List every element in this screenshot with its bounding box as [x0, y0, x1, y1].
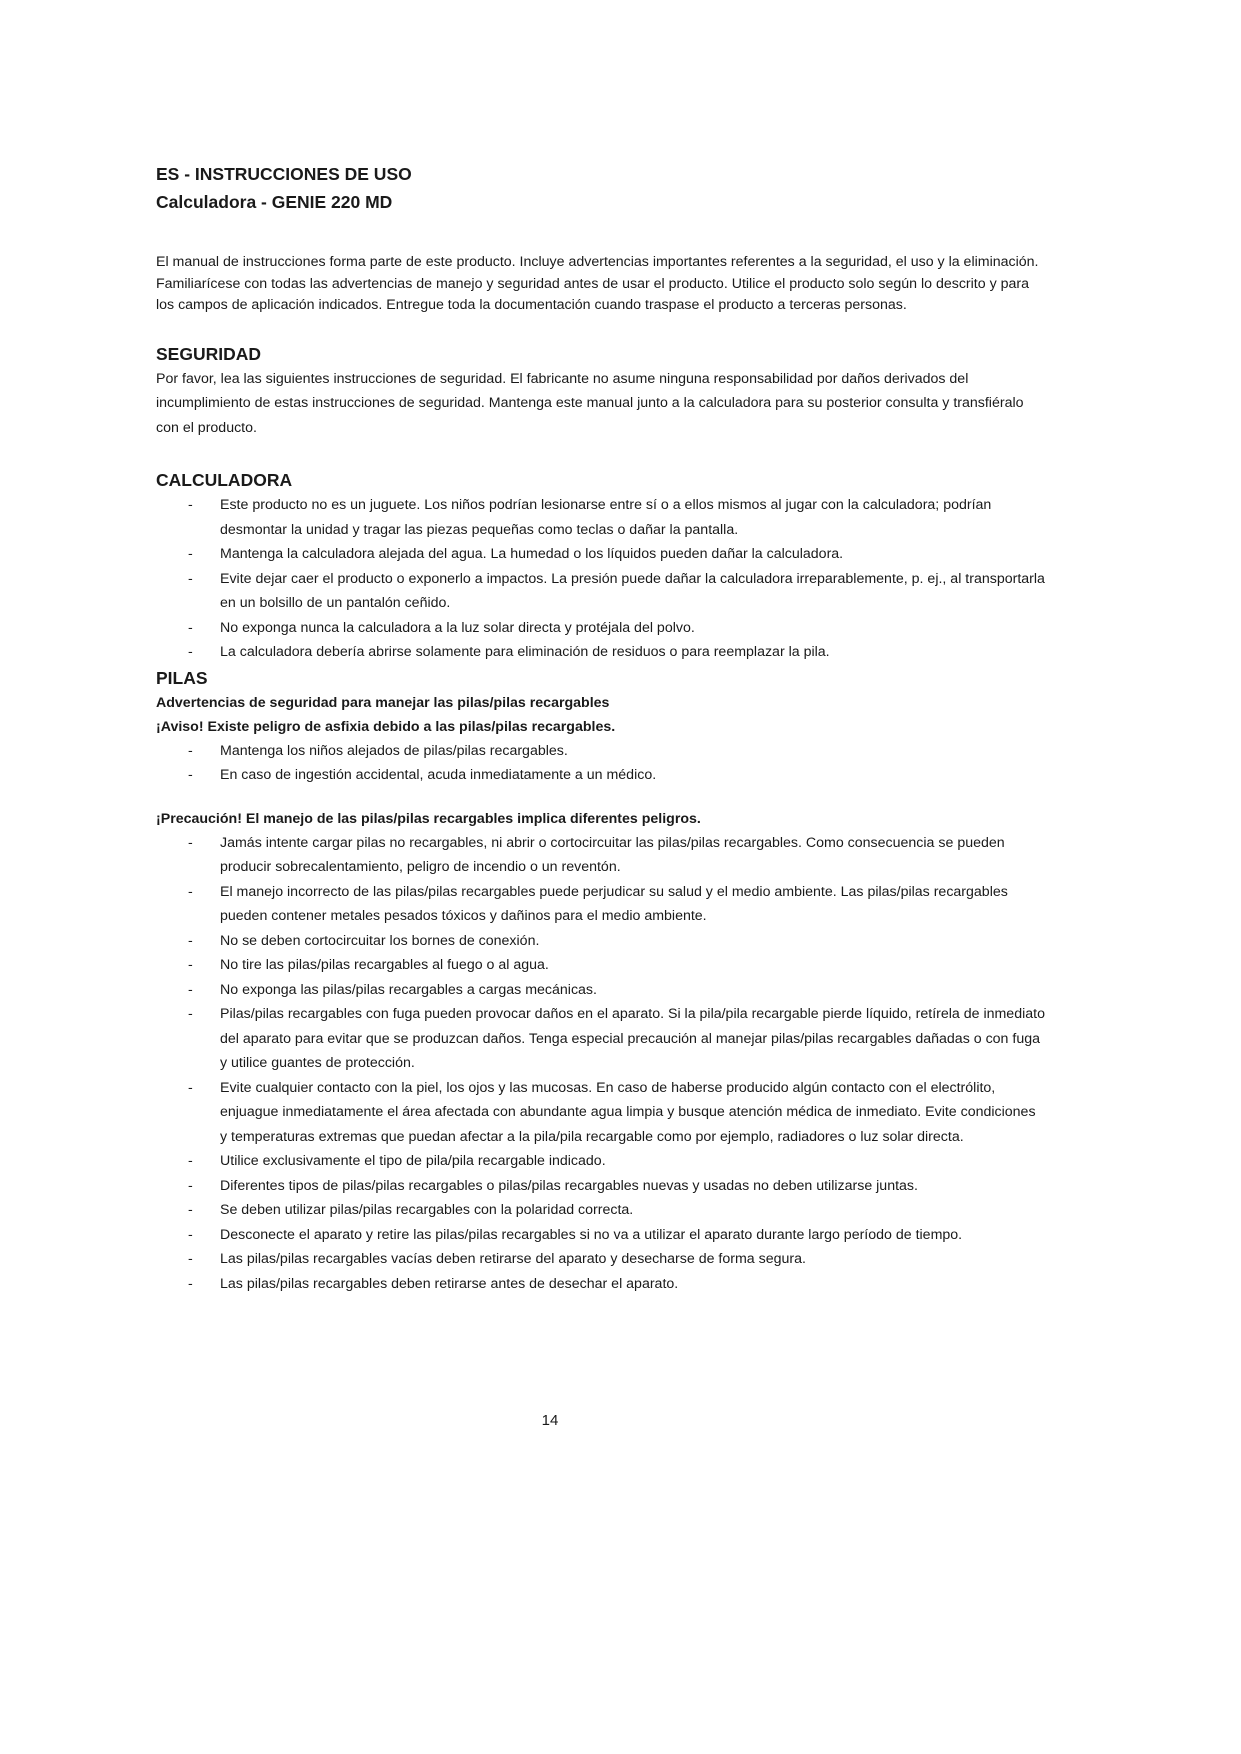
page-number: 14: [541, 1412, 559, 1429]
list-item: - Jamás intente cargar pilas no recargables, ni abrir o cortocircuitar las pilas/pilas recargables. Como consecuencia se pueden producir sobrecalentamiento, peligro de incendio o un reventón.: [156, 831, 1046, 880]
list-item: - Utilice exclusivamente el tipo de pila/pila recargable indicado.: [156, 1149, 1046, 1174]
pilas-precaucion-list: [156, 831, 1046, 1297]
list-item: - No tire las pilas/pilas recargables al fuego o al agua.: [156, 953, 1046, 978]
list-item: - La calculadora debería abrirse solamente para eliminación de residuos o para reemplazar la pila.: [156, 640, 1046, 665]
list-item: - Evite cualquier contacto con la piel, los ojos y las mucosas. En caso de haberse producido algún contacto con el electrólito, enjuague inmediatamente el área afectada con abundante agua limpia y busque atención médica de inmediato. Evite condiciones y temperaturas extremas que puedan afectar a la pila/pila recargable como por ejemplo, radiadores o luz solar directa.: [156, 1076, 1046, 1150]
list-item: - Mantenga la calculadora alejada del agua. La humedad o los líquidos pueden dañar la calculadora.: [156, 542, 1046, 567]
pilas-aviso-list: [156, 739, 1046, 788]
document-page: [156, 160, 1046, 1296]
list-item: - El manejo incorrecto de las pilas/pilas recargables puede perjudicar su salud y el medio ambiente. Las pilas/pilas recargables pueden contener metales pesados tóxicos y dañinos para el medio ambiente.: [156, 880, 1046, 929]
list-item: - Pilas/pilas recargables con fuga pueden provocar daños en el aparato. Si la pila/pila recargable pierde líquido, retírela de inmediato del aparato para evitar que se produzcan daños. Tenga especial precaución al manejar pilas/pilas recargables dañadas o con fuga y utilice guantes de protección.: [156, 1002, 1046, 1076]
pilas-subheading-precaucion: ¡Precaución! El manejo de las pilas/pilas recargables implica diferentes peligros.: [156, 810, 701, 827]
list-item: - Se deben utilizar pilas/pilas recargables con la polaridad correcta.: [156, 1198, 1046, 1223]
list-item: - No se deben cortocircuitar los bornes de conexión.: [156, 929, 1046, 954]
pilas-subheading-aviso: ¡Aviso! Existe peligro de asfixia debido a las pilas/pilas recargables.: [156, 718, 616, 735]
document-subtitle: Calculadora - GENIE 220 MD: [156, 192, 393, 212]
list-item: - Las pilas/pilas recargables deben retirarse antes de desechar el aparato.: [156, 1272, 1046, 1297]
list-item: - Este producto no es un juguete. Los niños podrían lesionarse entre sí o a ellos mismos al jugar con la calculadora; podrían desmontar la unidad y tragar las piezas pequeñas como teclas o dañar la pantalla.: [156, 493, 1046, 542]
section-heading-pilas: PILAS: [156, 667, 208, 688]
list-item: - Evite dejar caer el producto o exponerlo a impactos. La presión puede dañar la calculadora irreparablemente, p. ej., al transportarla en un bolsillo de un pantalón ceñido.: [156, 567, 1046, 616]
section-heading-calculadora: CALCULADORA: [156, 470, 293, 490]
list-item: - Mantenga los niños alejados de pilas/pilas recargables.: [156, 739, 1046, 764]
section-heading-seguridad: SEGURIDAD: [156, 343, 262, 364]
document-title: ES - INSTRUCCIONES DE USO: [156, 164, 412, 184]
list-item: - Las pilas/pilas recargables vacías deben retirarse del aparato y desecharse de forma segura.: [156, 1247, 1046, 1272]
list-item: - Diferentes tipos de pilas/pilas recargables o pilas/pilas recargables nuevas y usadas no deben utilizarse juntas.: [156, 1174, 1046, 1199]
list-item: - No exponga las pilas/pilas recargables a cargas mecánicas.: [156, 978, 1046, 1003]
pilas-subheading-advertencias: Advertencias de seguridad para manejar las pilas/pilas recargables: [156, 694, 610, 711]
intro-paragraph: El manual de instrucciones forma parte de este producto. Incluye advertencias importantes referentes a la seguridad, el uso y la eliminación. Familiarícese con todas las advertencias de manejo y seguridad antes de usar el producto. Utilice el producto solo según lo descrito y para los campos de aplicación indicados. Entregue toda la documentación cuando traspase el producto a terceras personas.: [156, 254, 1039, 313]
list-item: - En caso de ingestión accidental, acuda inmediatamente a un médico.: [156, 763, 1046, 788]
list-item: - Desconecte el aparato y retire las pilas/pilas recargables si no va a utilizar el aparato durante largo período de tiempo.: [156, 1223, 1046, 1248]
calculadora-list: [156, 493, 1046, 665]
list-item: - No exponga nunca la calculadora a la luz solar directa y protéjala del polvo.: [156, 616, 1046, 641]
seguridad-paragraph: Por favor, lea las siguientes instrucciones de seguridad. El fabricante no asume ninguna responsabilidad por daños derivados del incumplimiento de estas instrucciones de seguridad. Mantenga este manual junto a la calculadora para su posterior consulta y transfiéralo con el producto.: [156, 370, 1024, 436]
